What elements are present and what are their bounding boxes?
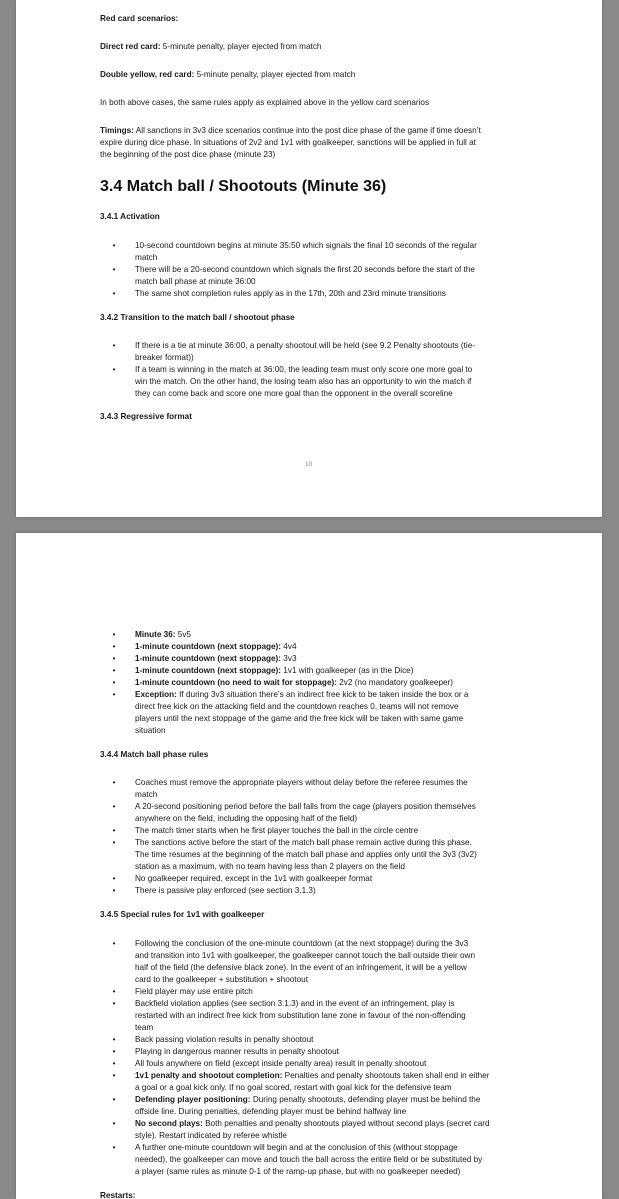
bullet-marker: • bbox=[112, 365, 116, 374]
bullet-marker: • bbox=[112, 666, 116, 675]
list-item-line bbox=[135, 938, 569, 950]
bullet-marker: • bbox=[112, 999, 116, 1008]
list-item-label: 1-minute countdown (next stoppage): bbox=[135, 666, 282, 675]
list-item bbox=[109, 873, 569, 885]
list-item-line bbox=[135, 825, 569, 837]
list-item bbox=[109, 288, 569, 300]
list-item-line-text: Field player may use entire pitch bbox=[135, 987, 253, 996]
list-item bbox=[109, 677, 569, 689]
list-item-line bbox=[135, 1082, 569, 1094]
list-item-line bbox=[135, 629, 569, 641]
list-item-line bbox=[135, 1094, 569, 1106]
bullet-marker: • bbox=[112, 341, 116, 350]
bullet-marker: • bbox=[112, 289, 116, 298]
timings-line-1: All sanctions in 3v3 dice scenarios continue into the post dice phase of the game if time doesn’t bbox=[133, 126, 481, 135]
list-item-line bbox=[135, 352, 569, 364]
double-yellow-paragraph bbox=[100, 69, 355, 81]
list-item-text bbox=[135, 777, 569, 801]
list-item-line-text: card to the goalkeeper + substitution + shootout bbox=[135, 975, 308, 984]
bullet-marker: • bbox=[112, 826, 116, 835]
list-item-line bbox=[135, 288, 569, 300]
subsection-heading-3-4-4: 3.4.4 Match ball phase rules bbox=[100, 750, 209, 759]
direct-red-text: 5-minute penalty, player ejected from match bbox=[160, 42, 322, 51]
subsection-heading-3-4-5: 3.4.5 Special rules for 1v1 with goalkeeper bbox=[100, 910, 265, 919]
transition-list bbox=[109, 340, 569, 400]
timings-paragraph bbox=[100, 125, 481, 161]
list-item bbox=[109, 665, 569, 677]
bullet-marker: • bbox=[112, 1119, 116, 1128]
list-item bbox=[109, 653, 569, 665]
list-item-line bbox=[135, 1046, 569, 1058]
list-item bbox=[109, 938, 569, 986]
list-item bbox=[109, 1142, 569, 1178]
list-item-line bbox=[135, 276, 569, 288]
list-item-line-text: 4v4 bbox=[281, 642, 297, 651]
list-item-line-text: The match timer starts when he first player touches the ball in the circle centre bbox=[135, 826, 419, 835]
list-item bbox=[109, 986, 569, 998]
list-item-text bbox=[135, 825, 569, 837]
list-item-text bbox=[135, 885, 569, 897]
list-item-text bbox=[135, 837, 569, 873]
list-item-line-text: team bbox=[135, 1023, 154, 1032]
list-item-text bbox=[135, 1034, 569, 1046]
list-item-line bbox=[135, 1130, 569, 1142]
both-cases-paragraph: In both above cases, the same rules apply as explained above in the yellow card scenarios bbox=[100, 98, 430, 107]
list-item-text bbox=[135, 240, 569, 264]
list-item-line bbox=[135, 689, 569, 701]
list-item-line-text: There will be a 20-second countdown which signals the first 20 seconds before the start of the bbox=[135, 265, 475, 274]
list-item-line bbox=[135, 801, 569, 813]
double-yellow-text: 5-minute penalty, player ejected from match bbox=[194, 70, 356, 79]
list-item-text bbox=[135, 998, 569, 1034]
list-item bbox=[109, 777, 569, 801]
list-item-line-text: Coaches must remove the appropriate players without delay before the referee resumes the bbox=[135, 778, 468, 787]
bullet-marker: • bbox=[112, 630, 116, 639]
list-item-line bbox=[135, 849, 569, 861]
bullet-marker: • bbox=[112, 642, 116, 651]
list-item bbox=[109, 264, 569, 288]
list-item bbox=[109, 641, 569, 653]
bullet-marker: • bbox=[112, 1059, 116, 1068]
list-item-line-text: A further one-minute countdown will begin and at the conclusion of this (without stoppage bbox=[135, 1143, 458, 1152]
bullet-marker: • bbox=[112, 939, 116, 948]
list-item-line bbox=[135, 1142, 569, 1154]
list-item-line-text: a goal or a goal kick only. If no goal scored, restart with goal kick for the defensive team bbox=[135, 1083, 452, 1092]
list-item-line bbox=[135, 974, 569, 986]
list-item-line bbox=[135, 777, 569, 789]
bullet-marker: • bbox=[112, 802, 116, 811]
list-item-line-text: restarted with an indirect free kick from substitution lane zone in favour of the non-offending bbox=[135, 1011, 466, 1020]
list-item-line-text: style). Restart indicated by referee whistle bbox=[135, 1131, 287, 1140]
list-item-line bbox=[135, 1106, 569, 1118]
list-item-line bbox=[135, 701, 569, 713]
bullet-marker: • bbox=[112, 1095, 116, 1104]
bullet-marker: • bbox=[112, 1035, 116, 1044]
list-item-line bbox=[135, 240, 569, 252]
list-item bbox=[109, 1070, 569, 1094]
list-item-label: No second plays: bbox=[135, 1119, 203, 1128]
list-item-line bbox=[135, 264, 569, 276]
list-item bbox=[109, 825, 569, 837]
list-item-line-text: A 20-second positioning period before the ball falls from the cage (players position themselves bbox=[135, 802, 476, 811]
list-item-line-text: breaker format)) bbox=[135, 353, 194, 362]
list-item bbox=[109, 340, 569, 364]
list-item-line-text: 5v5 bbox=[175, 630, 191, 639]
list-item-line-text: 2v2 (no mandatory goalkeeper) bbox=[336, 678, 454, 687]
subsection-heading-3-4-3: 3.4.3 Regressive format bbox=[100, 412, 192, 421]
list-item-line bbox=[135, 364, 569, 376]
list-item-line-text: The same shot completion rules apply as in the 17th, 20th and 23rd minute transitions bbox=[135, 289, 446, 298]
list-item bbox=[109, 629, 569, 641]
list-item-line-text: Back passing violation results in penalty shootout bbox=[135, 1035, 314, 1044]
list-item-line bbox=[135, 1070, 569, 1082]
list-item-line-text: Following the conclusion of the one-minute countdown (at the next stoppage) during the 3v3 bbox=[135, 939, 469, 948]
list-item-text bbox=[135, 364, 569, 400]
list-item bbox=[109, 998, 569, 1034]
bullet-marker: • bbox=[112, 265, 116, 274]
bullet-marker: • bbox=[112, 987, 116, 996]
list-item bbox=[109, 689, 569, 737]
bullet-marker: • bbox=[112, 1143, 116, 1152]
list-item bbox=[109, 1118, 569, 1142]
list-item-text bbox=[135, 264, 569, 288]
bullet-marker: • bbox=[112, 778, 116, 787]
bullet-marker: • bbox=[112, 838, 116, 847]
list-item bbox=[109, 1058, 569, 1070]
list-item-line bbox=[135, 873, 569, 885]
match-ball-rules-list bbox=[109, 777, 569, 897]
timings-line-3: the beginning of the post dice phase (minute 23) bbox=[100, 150, 276, 159]
list-item-line-text: The time resumes at the beginning of the match ball phase and applies only until the 3v3 (3v2) bbox=[135, 850, 477, 859]
timings-line-2: expire during dice phase. In situations of 2v2 and 1v1 with goalkeeper, sanctions will be applied in full at bbox=[100, 138, 476, 147]
section-heading-3-4: 3.4 Match ball / Shootouts (Minute 36) bbox=[100, 178, 387, 195]
list-item-line bbox=[135, 252, 569, 264]
bullet-marker: • bbox=[112, 886, 116, 895]
list-item-text bbox=[135, 1070, 569, 1094]
list-item-line-text: direct free kick on the attacking field and the countdown reaches 0, teams will not remove bbox=[135, 702, 459, 711]
list-item-line-text: half of the field (the defensive black zone). In the event of an infringement, it will be a yellow bbox=[135, 963, 467, 972]
list-item-text bbox=[135, 288, 569, 300]
list-item-line bbox=[135, 962, 569, 974]
subsection-heading-3-4-1: 3.4.1 Activation bbox=[100, 212, 160, 221]
list-item-line-text: Playing in dangerous manner results in penalty shootout bbox=[135, 1047, 339, 1056]
list-item-line bbox=[135, 986, 569, 998]
timings-label: Timings: bbox=[100, 126, 134, 135]
list-item bbox=[109, 240, 569, 264]
document-page-10 bbox=[16, 0, 602, 517]
list-item-line-text: anywhere on the field, including the opposing half of the field) bbox=[135, 814, 358, 823]
restarts-heading: Restarts: bbox=[100, 1191, 136, 1199]
list-item-line-text: needed), the goalkeeper can move and touch the ball across the entire field or be substituted by bbox=[135, 1155, 483, 1164]
list-item-line bbox=[135, 1154, 569, 1166]
list-item-line-text: win the match. On the other hand, the losing team also has an opportunity to win the match if bbox=[135, 377, 472, 386]
list-item-text bbox=[135, 677, 569, 689]
list-item-line-text: a player (same rules as minute 0-1 of the ramp-up phase, but with no goalkeeper needed) bbox=[135, 1167, 461, 1176]
list-item-text bbox=[135, 1118, 569, 1142]
list-item-line bbox=[135, 861, 569, 873]
list-item-line bbox=[135, 376, 569, 388]
list-item-line bbox=[135, 813, 569, 825]
list-item-line-text: 3v3 bbox=[281, 654, 297, 663]
list-item-label: Defending player positioning: bbox=[135, 1095, 251, 1104]
list-item bbox=[109, 1046, 569, 1058]
list-item-line-text: If a team is winning in the match at 36:00, the leading team must only score one more goal to bbox=[135, 365, 473, 374]
list-item-text bbox=[135, 1058, 569, 1070]
bullet-marker: • bbox=[112, 874, 116, 883]
bullet-marker: • bbox=[112, 654, 116, 663]
list-item-line-text: and transition into 1v1 with goalkeeper, the goalkeeper cannot touch the ball outside their own bbox=[135, 951, 476, 960]
list-item-text bbox=[135, 938, 569, 986]
list-item-line bbox=[135, 950, 569, 962]
list-item-line-text: they can come back and score one more goal than the opponent in the overall scoreline bbox=[135, 389, 453, 398]
list-item-line-text: situation bbox=[135, 726, 166, 735]
list-item-line-text: Penalties and penalty shootouts taken shall end in either bbox=[282, 1071, 490, 1080]
special-rules-1v1-list bbox=[109, 938, 569, 1178]
list-item-line-text: All fouls anywhere on field (except inside penalty area) result in penalty shootout bbox=[135, 1059, 427, 1068]
list-item-line bbox=[135, 653, 569, 665]
list-item-line bbox=[135, 1118, 569, 1130]
list-item-line bbox=[135, 998, 569, 1010]
list-item-line bbox=[135, 885, 569, 897]
list-item-text bbox=[135, 873, 569, 885]
list-item-line-text: The sanctions active before the start of the match ball phase remain active during this phase. bbox=[135, 838, 472, 847]
list-item-line bbox=[135, 388, 569, 400]
list-item-line-text: During penalty shootouts, defending player must be behind the bbox=[250, 1095, 481, 1104]
list-item-label: Minute 36: bbox=[135, 630, 176, 639]
list-item-line-text: No goalkeeper required, except in the 1v1 with goalkeeper format bbox=[135, 874, 373, 883]
subsection-heading-3-4-2: 3.4.2 Transition to the match ball / shootout phase bbox=[100, 313, 295, 322]
list-item-line-text: match bbox=[135, 253, 158, 262]
list-item-line-text: If there is a tie at minute 36:00, a penalty shootout will be held (see 9.2 Penalty shootouts (tie- bbox=[135, 341, 475, 350]
list-item-text bbox=[135, 986, 569, 998]
list-item-label: Exception: bbox=[135, 690, 177, 699]
list-item-line bbox=[135, 1166, 569, 1178]
page-number: 10 bbox=[305, 461, 313, 468]
list-item-line bbox=[135, 340, 569, 352]
list-item-text bbox=[135, 689, 569, 737]
list-item-text bbox=[135, 1142, 569, 1178]
list-item-line bbox=[135, 665, 569, 677]
bullet-marker: • bbox=[112, 241, 116, 250]
bullet-marker: • bbox=[112, 1071, 116, 1080]
activation-list bbox=[109, 240, 569, 300]
document-page-11 bbox=[16, 533, 602, 1199]
regressive-format-list bbox=[109, 629, 569, 737]
list-item-line bbox=[135, 1058, 569, 1070]
list-item-label: 1-minute countdown (no need to wait for stoppage): bbox=[135, 678, 337, 687]
list-item-line bbox=[135, 725, 569, 737]
list-item-text bbox=[135, 641, 569, 653]
list-item-text bbox=[135, 665, 569, 677]
list-item bbox=[109, 885, 569, 897]
list-item-line-text: Backfield violation applies (see section 3.1.3) and in the event of an infringement, play is bbox=[135, 999, 455, 1008]
list-item-text bbox=[135, 1046, 569, 1058]
list-item-text bbox=[135, 801, 569, 825]
list-item-line bbox=[135, 713, 569, 725]
list-item-line-text: station as a maximum, with no team having less than 2 players on the field bbox=[135, 862, 405, 871]
list-item-line-text: offside line. During penalties, defending player must be behind halfway line bbox=[135, 1107, 407, 1116]
list-item bbox=[109, 1034, 569, 1046]
double-yellow-label: Double yellow, red card: bbox=[100, 70, 195, 79]
list-item-line-text: Both penalties and penalty shootouts played without second plays (secret card bbox=[202, 1119, 490, 1128]
direct-red-label: Direct red card: bbox=[100, 42, 161, 51]
list-item bbox=[109, 364, 569, 400]
list-item bbox=[109, 801, 569, 825]
list-item-line bbox=[135, 837, 569, 849]
list-item-text bbox=[135, 653, 569, 665]
list-item-line bbox=[135, 1034, 569, 1046]
list-item-line bbox=[135, 677, 569, 689]
list-item-line-text: There is passive play enforced (see section 3.1.3) bbox=[135, 886, 316, 895]
list-item-line bbox=[135, 1022, 569, 1034]
list-item-text bbox=[135, 1094, 569, 1118]
direct-red-card-paragraph bbox=[100, 41, 321, 53]
red-card-heading: Red card scenarios: bbox=[100, 14, 179, 23]
bullet-marker: • bbox=[112, 678, 116, 687]
list-item-label: 1v1 penalty and shootout completion: bbox=[135, 1071, 283, 1080]
list-item bbox=[109, 837, 569, 873]
list-item-label: 1-minute countdown (next stoppage): bbox=[135, 654, 282, 663]
list-item-label: 1-minute countdown (next stoppage): bbox=[135, 642, 282, 651]
bullet-marker: • bbox=[112, 690, 116, 699]
list-item-line-text: players until the next stoppage of the game and the free kick will be taken with same game bbox=[135, 714, 464, 723]
list-item-line bbox=[135, 789, 569, 801]
list-item-line-text: If during 3v3 situation there’s an indirect free kick to be taken inside the box or a bbox=[176, 690, 469, 699]
list-item bbox=[109, 1094, 569, 1118]
list-item-line bbox=[135, 641, 569, 653]
list-item-line bbox=[135, 1010, 569, 1022]
list-item-line-text: 1v1 with goalkeeper (as in the Dice) bbox=[281, 666, 414, 675]
list-item-line-text: match ball phase at minute 36:00 bbox=[135, 277, 256, 286]
list-item-line-text: match bbox=[135, 790, 158, 799]
bullet-marker: • bbox=[112, 1047, 116, 1056]
list-item-line-text: 10-second countdown begins at minute 35:50 which signals the final 10 seconds of the regular bbox=[135, 241, 477, 250]
list-item-text bbox=[135, 340, 569, 364]
list-item-text bbox=[135, 629, 569, 641]
